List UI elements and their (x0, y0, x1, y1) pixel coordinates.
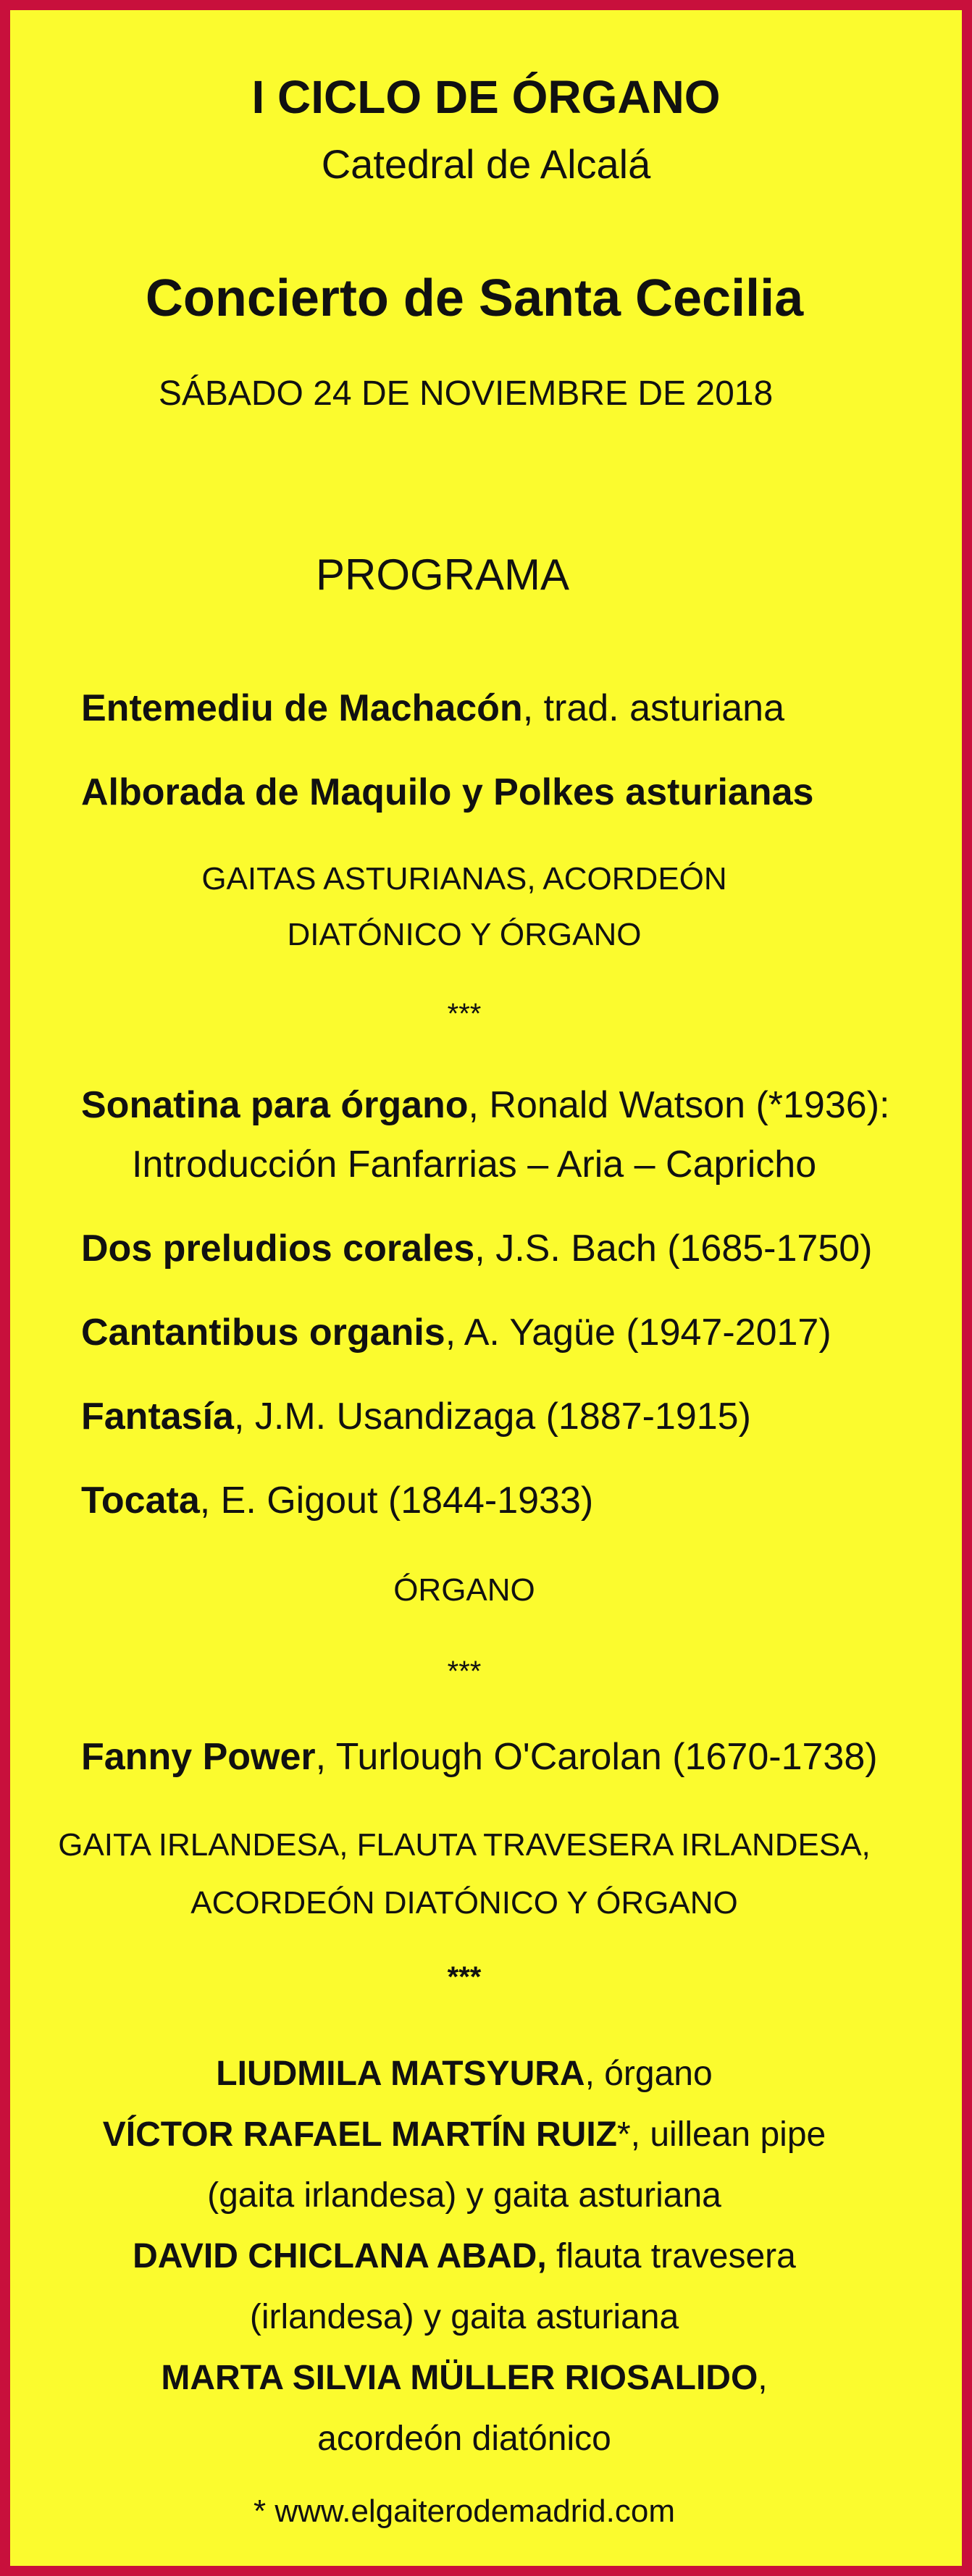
work-title: Fantasía (81, 1396, 234, 1438)
programme-sheet (10, 10, 962, 2566)
work-detail: Introducción Fanfarrias – Aria – Capricho (132, 1144, 817, 1186)
performer-line (0, 2300, 940, 2335)
footnote-website: * www.elgaiterodemadrid.com (253, 2493, 676, 2529)
instrumentation-line: GAITA IRLANDESA, FLAUTA TRAVESERA IRLANDESA, (58, 1827, 871, 1863)
work-title: Dos preludios corales (81, 1228, 475, 1270)
performer-name: LIUDMILA MATSYURA (216, 2055, 585, 2093)
work-detail: , Turlough O'Carolan (1670-1738) (315, 1736, 878, 1778)
work-detail: , A. Yagüe (1947-2017) (445, 1312, 831, 1354)
performer-role: (irlandesa) y gaita asturiana (249, 2298, 679, 2336)
program-item (81, 1086, 889, 1124)
performer-role: (gaita irlandesa) y gaita asturiana (207, 2176, 721, 2215)
instrumentation-line: ÓRGANO (393, 1572, 535, 1608)
performer-name: VÍCTOR RAFAEL MARTÍN RUIZ (102, 2115, 617, 2154)
program-item (81, 1312, 831, 1354)
performer-role: *, uillean pipe (617, 2115, 826, 2154)
instrumentation-line: GAITAS ASTURIANAS, ACORDEÓN (201, 861, 727, 897)
work-title: Entemediu de Machacón (81, 687, 523, 729)
instrumentation-line: DIATÓNICO Y ÓRGANO (287, 917, 642, 952)
performer-name: DAVID CHICLANA ABAD, (133, 2237, 547, 2275)
program-item (81, 1738, 878, 1776)
instrumentation-line: ACORDEÓN DIATÓNICO Y ÓRGANO (190, 1885, 738, 1921)
work-title: Cantantibus organis (81, 1312, 445, 1354)
performer-role: , órgano (585, 2055, 713, 2093)
performer-name: MARTA SILVIA MÜLLER RIOSALIDO (161, 2359, 758, 2397)
program-item (81, 1480, 594, 1522)
programa-heading: PROGRAMA (315, 550, 570, 599)
performer-line (0, 2178, 940, 2213)
performer-role: flauta travesera (546, 2237, 796, 2275)
work-title: Fanny Power (81, 1736, 316, 1778)
concert-date: SÁBADO 24 DE NOVIEMBRE DE 2018 (158, 374, 774, 413)
work-detail: , J.M. Usandizaga (1887-1915) (233, 1396, 751, 1438)
venue-subtitle: Catedral de Alcalá (321, 141, 651, 187)
program-item (81, 1396, 751, 1438)
cycle-title: I CICLO DE ÓRGANO (251, 71, 721, 123)
work-detail: , trad. asturiana (522, 687, 784, 729)
program-item (81, 689, 784, 727)
program-item (81, 1228, 873, 1270)
performer-line (0, 2361, 940, 2396)
work-detail: , Ronald Watson (*1936): (468, 1084, 890, 1126)
separator: *** (447, 1961, 482, 1993)
program-item (81, 773, 813, 811)
work-title: Tocata (81, 1480, 200, 1522)
work-detail: , J.S. Bach (1685-1750) (474, 1228, 873, 1270)
performer-role: acordeón diatónico (317, 2420, 611, 2458)
performer-line (0, 2057, 940, 2092)
work-detail: , E. Gigout (1844-1933) (199, 1480, 594, 1522)
program-item-continuation (132, 1144, 817, 1186)
performer-line (0, 2239, 940, 2274)
performer-role: , (758, 2359, 768, 2397)
performer-line (0, 2115, 940, 2154)
performer-line (0, 2422, 940, 2457)
concert-title: Concierto de Santa Cecilia (145, 269, 804, 327)
work-title: Sonatina para órgano (81, 1084, 469, 1126)
separator: *** (447, 998, 482, 1030)
work-title: Alborada de Maquilo y Polkes asturianas (81, 771, 814, 813)
separator: *** (447, 1656, 482, 1687)
